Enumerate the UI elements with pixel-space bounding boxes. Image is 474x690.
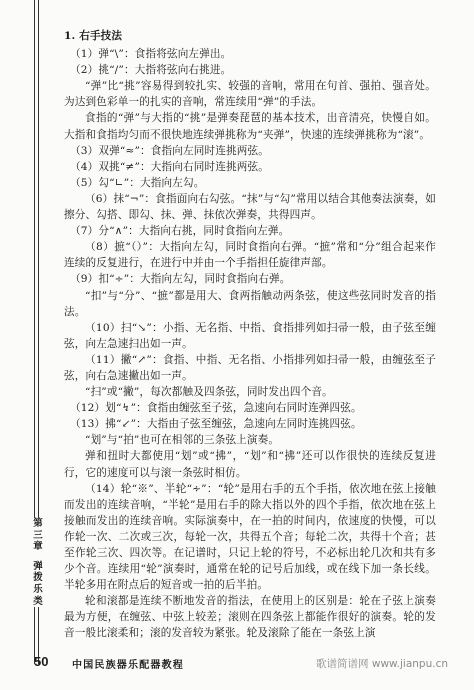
technique-item: （7）分“∧”：大指向右挑，同时食指向左弹。 — [70, 225, 290, 238]
chapter-char: 第 — [33, 518, 43, 529]
section-title: 1. 右手技法 — [64, 30, 123, 42]
body-paragraph: 弹和扭时大都使用“划”或“拂”，“划”和“拂”还可以作很快的连续反复进行，它的速度可以与滚一条弦时相仿。 — [64, 450, 436, 479]
body-paragraph: 食指的“弹”与大指的“挑”是弹奏琵琶的基本技术，出音清亮，快慢自如。大指和食指均匀而不很快地连续弹挑称为“夹弹”，快速的连续弹挑称为“滚”。 — [64, 112, 436, 141]
topic-char: 乐 — [33, 583, 43, 595]
topic-char: 类 — [33, 595, 43, 607]
topic-char: 弹 — [33, 560, 43, 572]
page-body — [64, 28, 436, 642]
body-paragraph: （8）摭“（）”：大指向左勾，同时食指向右弹。“摭”常和“分”组合起来作连续的反复进行，在进行中并由一个手指担任旋律声部。 — [64, 241, 436, 270]
body-paragraph: “划”与“拍”也可在相邻的三条弦上演奏。 — [85, 434, 280, 447]
body-paragraph: （14）轮“※”、半轮“∻”：“轮”是用右手的五个手指，依次地在弦上接触而发出的连续音响，“半轮”是用右手的除大指以外的四个手指，依次地在弦上接触而发出的连续音响。实际演奏中，在一拍的时间内，依速度的快慢，可以作轮一次、二次或三次，每轮一次，共得五个音；每轮二次，共得十个音；甚至作轮三次、四次等。在记谱时，只记上轮的符号，不必标出轮几次和共有多少个音。连续用“轮”演奏时，通常在轮的记号后加线，或在线下加一条长线。半轮多用在附点后的短音或一拍的后半拍。 — [64, 482, 436, 592]
chapter-char: 三 — [33, 529, 43, 541]
technique-item: （12）划“↯”：食指由缠弦至子弦，急速向右同时连弹四弦。 — [70, 402, 362, 415]
site-watermark: 歌谱简谱网 www.jianpu.cn — [316, 658, 448, 670]
technique-item: （1）弹“\”：食指将弦向左弹出。 — [70, 48, 232, 61]
chapter-gap — [29, 553, 47, 561]
book-title: 中国民族器乐配器教程 — [72, 660, 184, 671]
technique-item: （13）拂“↙”：大指由子弦至缠弦，急速向左同时连挑四弦。 — [70, 418, 362, 431]
paragraph-list — [64, 46, 436, 641]
body-paragraph: “扫”或“撇”，每次都触及四条弦，同时发出四个音。 — [85, 386, 333, 399]
body-paragraph: 轮和滚都是连续不断地发音的指法，在使用上的区别是：轮在子弦上演奏最为方便，在缠弦、中弦上较差；滚则在四条弦上都能作很好的演奏。轮的发音一般比滚柔和；滚的发音较为紧张。轮及滚除了能在一条弦上演 — [64, 595, 436, 640]
technique-item: （3）双弹“≈”：食指向左同时连挑两弦。 — [70, 144, 269, 157]
body-paragraph: （6）抹“¬”：食指面向右勾弦。“抹”与“勾”常用以结合其他奏法演奏，如擦分、勾搭、即勾、抹、弹、抹依次弹奏，共得四声。 — [64, 192, 436, 222]
sidebar-margin — [28, 0, 50, 690]
page-number: 50 — [34, 654, 49, 669]
page-footer — [34, 654, 454, 674]
chapter-label — [29, 518, 47, 607]
topic-char: 拨 — [33, 572, 43, 584]
body-paragraph: “弹”比“挑”容易得到较扎实、较强的音响，常用在句首、强拍、强音处。为达到色彩单一的扎实的音响，常连续用“弹”的手法。 — [64, 80, 436, 109]
technique-item: （5）勾“∟”：大指向左勾。 — [70, 176, 205, 189]
body-paragraph: （10）扫“↘”：小指、无名指、中指、食指排列如扫帚一般，由子弦至缠弦，向左急速扫出如一声。 — [64, 321, 436, 350]
technique-item: （4）双挑“≠”：大指向右同时连挑两弦。 — [70, 160, 269, 173]
chapter-char: 章 — [33, 541, 43, 553]
body-paragraph: （11）撇“↗”：食指、中指、无名指、小指排列如扫帚一般，由缠弦至子弦，向右急速撇出如一声。 — [64, 353, 436, 382]
body-paragraph: “扣”与“分”、“摭”都是用大、食两指触动两条弦，使这些弦同时发音的指法。 — [64, 289, 436, 318]
technique-item: （2）挑“/”：大指将弦向右挑进。 — [70, 64, 232, 77]
technique-item: （9）扣“÷”：大指向左勾，同时食指向右弹。 — [70, 273, 291, 286]
